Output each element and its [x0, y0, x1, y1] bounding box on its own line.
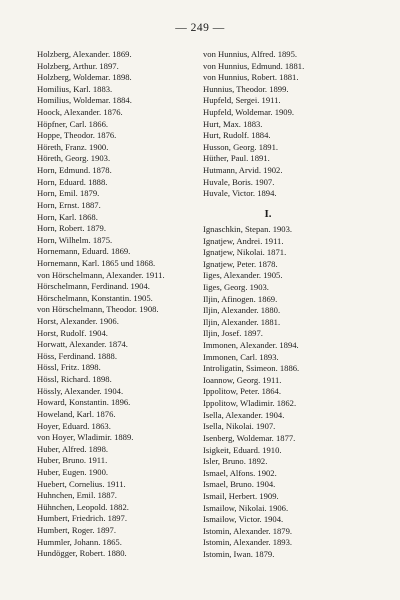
name-entry: Ismael, Bruno. 1904. — [203, 479, 276, 490]
right-column — [203, 49, 333, 561]
name-entry: von Hunnius, Alfred. 1895. — [203, 49, 298, 59]
name-entry: von Hunnius, Edmund. 1881. — [203, 60, 305, 71]
name-entry: Horn, Karl. 1868. — [37, 211, 98, 222]
name-entry: Hornemann, Eduard. 1869. — [37, 246, 131, 257]
name-entry: Iiges, Georg. 1903. — [203, 281, 269, 292]
name-entry: Horn, Emil. 1879. — [37, 188, 100, 199]
name-entry: Ismailow, Nikolai. 1906. — [203, 502, 289, 513]
name-entry: Höpfner, Carl. 1866. — [37, 118, 109, 129]
name-entry: von Hunnius, Robert. 1881. — [203, 72, 299, 83]
name-entry: Isigkeit, Eduard. 1910. — [203, 444, 282, 455]
name-entry: Hornemann, Karl. 1865 und 1868. — [37, 257, 156, 268]
name-entry: von Hoyer, Wladimir. 1889. — [37, 432, 134, 443]
name-entry: Hummler, Johann. 1865. — [37, 536, 122, 547]
name-entry: Isella, Nikolai. 1907. — [203, 421, 276, 432]
name-entry: Isler, Bruno. 1892. — [203, 456, 268, 467]
name-entry: Iiges, Alexander. 1905. — [203, 270, 283, 281]
page-number: — 249 — — [175, 22, 225, 34]
name-entry: Iljin, Josef. 1897. — [203, 328, 263, 339]
name-entry: Ismail, Herbert. 1909. — [203, 490, 279, 501]
name-entry: Ignatjew, Andrei. 1911. — [203, 235, 284, 246]
name-entry: Isella, Alexander. 1904. — [203, 409, 285, 420]
name-entry: Höss, Ferdinand. 1888. — [37, 350, 117, 361]
name-entry: Istomin, Iwan. 1879. — [203, 548, 275, 559]
name-entry: Huvale, Boris. 1907. — [203, 176, 275, 187]
name-entry: Istomin, Alexander. 1879. — [203, 525, 293, 536]
name-entry: Holzberg, Alexander. 1869. — [37, 49, 132, 59]
name-entry: Horn, Wilhelm. 1875. — [37, 234, 113, 245]
name-entry: Hörschelmann, Ferdinand. 1904. — [37, 281, 150, 292]
name-entry: von Hörschelmann, Alexander. 1911. — [37, 269, 165, 280]
name-entry: Immonen, Carl. 1893. — [203, 351, 279, 362]
name-entry: Horst, Rudolf. 1904. — [37, 327, 108, 338]
name-entry: Iljin, Alexander. 1881. — [203, 316, 281, 327]
name-entry: Huebert, Cornelius. 1911. — [37, 478, 126, 489]
name-entry: Ippolitow, Wladimir. 1862. — [203, 398, 297, 409]
name-entry: Höreth, Georg. 1903. — [37, 153, 111, 164]
name-entry: Hössly, Alexander. 1904. — [37, 385, 124, 396]
name-entry: Hühnchen, Leopold. 1882. — [37, 501, 129, 512]
name-entry: von Hörschelmann, Theodor. 1908. — [37, 304, 159, 315]
name-entry: Hurt, Rudolf. 1884. — [203, 130, 271, 141]
name-entry: Homilius, Woldemar. 1884. — [37, 95, 132, 106]
name-entry: Hupfeld, Woldemar. 1909. — [203, 107, 295, 118]
name-entry: Ioannow, Georg. 1911. — [203, 374, 282, 385]
name-entry: Hoock, Alexander. 1876. — [37, 107, 123, 118]
name-entry: Hutmann, Arvid. 1902. — [203, 165, 283, 176]
name-entry: Humbert, Friedrich. 1897. — [37, 513, 127, 524]
name-entry: Holzberg, Woldemar. 1898. — [37, 72, 132, 83]
name-entry: Ismael, Alfons. 1902. — [203, 467, 277, 478]
name-entry: Hupfeld, Sergei. 1911. — [203, 95, 281, 106]
name-entry: Howeland, Karl. 1876. — [37, 408, 116, 419]
name-entry: Humbert, Roger. 1897. — [37, 524, 117, 535]
name-entry: Husson, Georg. 1891. — [203, 141, 279, 152]
name-entry: Howard, Konstantin. 1896. — [37, 397, 131, 408]
name-entry: Hössl, Fritz. 1898. — [37, 362, 101, 373]
name-entry: Ignatjew, Peter. 1878. — [203, 258, 278, 269]
name-entry: Ippolitow, Peter. 1864. — [203, 386, 281, 397]
name-entry: Hunnius, Theodor. 1899. — [203, 83, 289, 94]
name-entry: Horst, Alexander. 1906. — [37, 316, 119, 327]
name-entry: Höreth, Franz. 1900. — [37, 141, 109, 152]
name-entry: Hössl, Richard. 1898. — [37, 374, 112, 385]
left-column — [37, 49, 165, 560]
name-entry: Hurt, Max. 1883. — [203, 118, 263, 129]
name-entry: Horn, Robert. 1879. — [37, 223, 106, 234]
name-entry: Horn, Edmund. 1878. — [37, 165, 112, 176]
name-entry: Hoyer, Eduard. 1863. — [37, 420, 111, 431]
name-entry: Horn, Eduard. 1888. — [37, 176, 108, 187]
name-entry: Introligatin, Ssimeon. 1886. — [203, 363, 300, 374]
name-entry: Iljin, Afinogen. 1869. — [203, 293, 278, 304]
name-entry: Isenberg, Woldemar. 1877. — [203, 432, 296, 443]
name-entry: Horwatt, Alexander. 1874. — [37, 339, 128, 350]
name-entry: Iljin, Alexander. 1880. — [203, 305, 281, 316]
name-entry: Huber, Alfred. 1898. — [37, 443, 109, 454]
name-entry: Istomin, Alexander. 1893. — [203, 537, 293, 548]
name-entry: Huber, Bruno. 1911. — [37, 455, 108, 466]
name-entry: Holzberg, Arthur. 1897. — [37, 60, 119, 71]
name-entry: Huhnchen, Emil. 1887. — [37, 490, 117, 501]
name-entry: Hoppe, Theodor. 1876. — [37, 130, 117, 141]
name-entry: Horn, Ernst. 1887. — [37, 199, 101, 210]
name-entry: Ignatjew, Nikolai. 1871. — [203, 247, 287, 258]
name-entry: Homilius, Karl. 1883. — [37, 83, 113, 94]
name-entry: Ismailow, Victor. 1904. — [203, 514, 284, 525]
section-letter-heading: I. — [264, 207, 272, 220]
name-entry: Hundögger, Robert. 1880. — [37, 548, 127, 559]
name-entry: Huvale, Victor. 1894. — [203, 188, 277, 199]
name-entry: Ignaschkin, Stepan. 1903. — [203, 223, 293, 234]
name-entry: Huber, Eugen. 1900. — [37, 466, 109, 477]
name-entry: Hörschelmann, Konstantin. 1905. — [37, 292, 153, 303]
name-entry: Hüther, Paul. 1891. — [203, 153, 270, 164]
name-entry: Immonen, Alexander. 1894. — [203, 340, 299, 351]
